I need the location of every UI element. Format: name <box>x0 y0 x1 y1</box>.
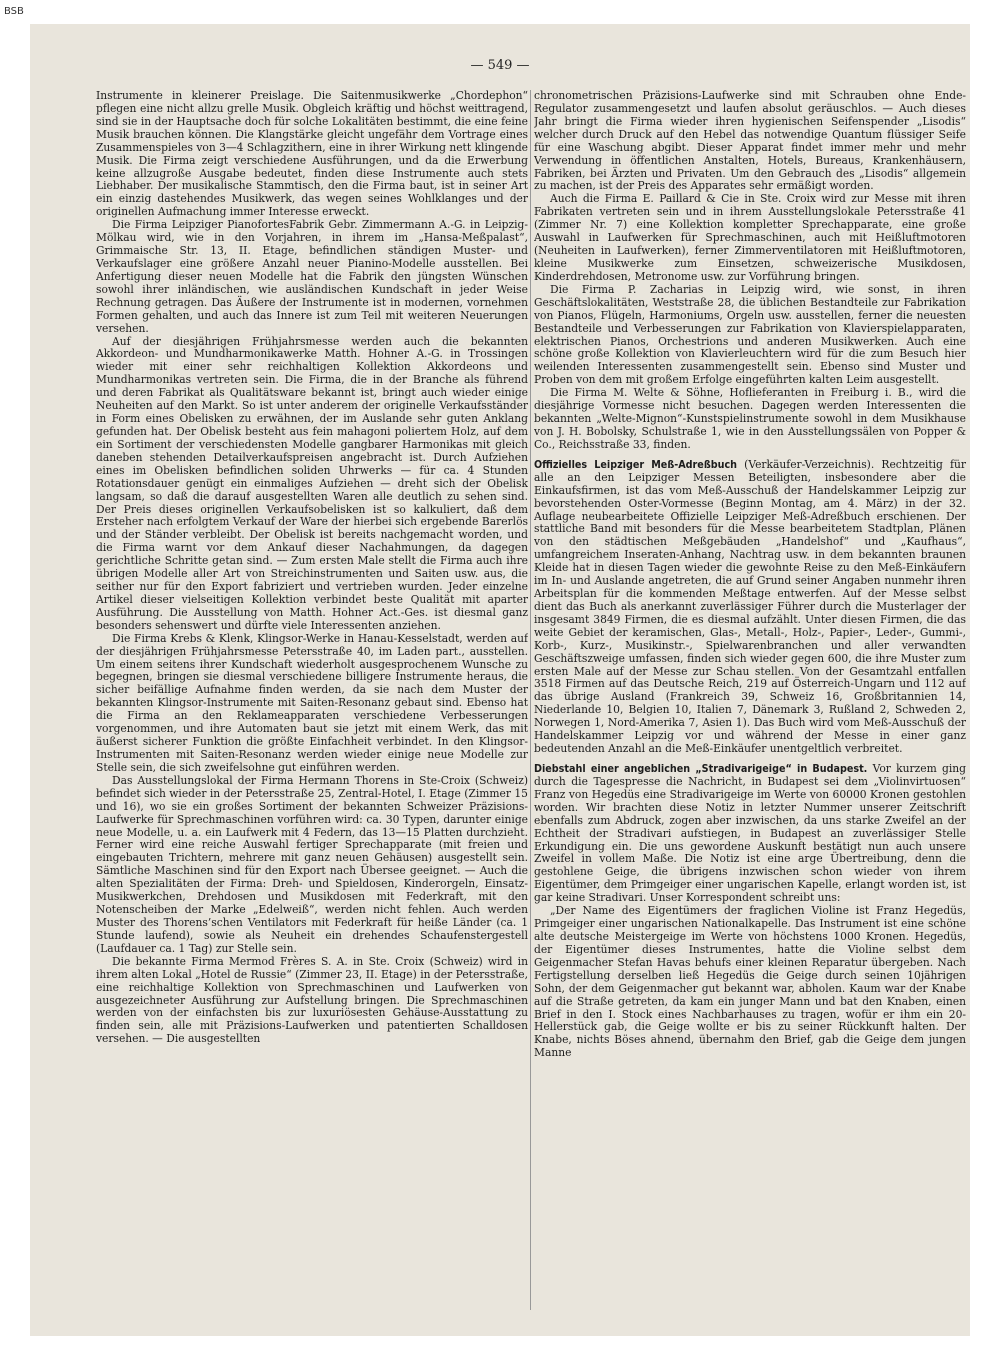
paragraph: Die Firma P. Zacharias in Leipzig wird, wie sonst, in ihren Geschäftslokalitäten, Weststraße 28, die üblichen Bestandteile zur Fabrikation von Pianos, Flügeln, Harmoniums, Orgeln usw. ausstellen, ferner die neuesten Bestandteile und Verbesserungen zur Fabrikation von Klavierspielapparaten, elektrischen Pianos, Orchestrions und anderen Musikwerken. Auch eine schöne große Kollektion von Klavierleuchtern wird für die zum Besuch hier weilenden Interessenten zusammengestellt sein. Ebenso sind Muster und Proben von dem mit großem Erfolge eingeführten kalten Leim ausgestellt. <box>534 282 966 387</box>
headline-adressbuch: Offizielles Leipziger Meß-Adreßbuch <box>534 457 738 471</box>
newspaper-page <box>30 24 970 1336</box>
headline-stradivari: Diebstahl einer angeblichen „Stradivarigeige“ in Budapest. <box>534 762 868 776</box>
paragraph: Die Firma Leipziger PianofortesFabrik Gebr. Zimmermann A.-G. in Leipzig-Mölkau wird, wie in den Vorjahren, in ihrem im „Hansa-Meßpalast“, Grimmaische Str. 13, II. Etage, befindlichen ständigen Muster- und Verkaufslager eine größere Anzahl neuer Pianino-Modelle ausstellen. Bei Anfertigung dieser neuen Modelle hat die Fabrik den jüngsten Wünschen sowohl ihrer inländischen, wie ausländischen Kundschaft in jeder Weise Rechnung getragen. Das Äußere der Instrumente ist in modernen, vornehmen Formen gehalten, und auch das Innere ist zum Teil mit weiteren Neuerungen versehen. <box>96 218 528 335</box>
paragraph: Vor kurzem ging durch die Tagespresse die Nachricht, in Budapest sei dem „Violinvirtuosen“ Franz von Hegedüs eine Stradivarigeige im Werte von 60000 Kronen gestohlen worden. Wir brachten diese Notiz in letzter Nummer unserer Zeitschrift ebenfalls zum Abdruck, zogen aber inzwischen, da uns starke Zweifel an der Echtheit der Stradivari aufstiegen, in Budapest an zuverlässiger Stelle Erkundigung ein. Die uns gewordene Auskunft bestätigt nun auch unsere Zweifel in vollem Maße. Die Notiz ist eine arge Übertreibung, denn die gestohlene Geige, die übrigens inzwischen schon wieder von ihrem Eigentümer, dem Primgeiger einer ungarischen Kapelle, erlangt worden ist, ist gar keine Stradivari. Unser Korrespondent schreibt uns: <box>534 762 966 905</box>
paragraph: Instrumente in kleinerer Preislage. Die Saitenmusikwerke „Chordephon“ pflegen eine nicht allzu grelle Musik. Obgleich kräftig und höchst weittragend, sind sie in der Hauptsache doch für solche Lokalitäten bestimmt, die eine feine Musik brauchen können. Die Klangstärke gleicht ungefähr dem Vortrage eines Zusammenspieles von 3—4 Schlagzithern, eine in ihrer Wirkung nett klingende Musik. Die Firma zeigt verschiedene Ausführungen, und da die Erwerbung keine allzugroße Ausgabe bedeutet, finden diese Instrumente auch stets Liebhaber. Der musikalische Stammtisch, den die Firma baut, ist in seiner Art ein einzig dastehendes Musikwerk, das wegen seines Wohlklanges und der originellen Aufmachung immer Interesse erweckt. <box>96 90 528 219</box>
paragraph: Die bekannte Firma Mermod Frères S. A. in Ste. Croix (Schweiz) wird in ihrem alten Lokal „Hotel de Russie“ (Zimmer 23, II. Etage) in der Petersstraße, eine reichhaltige Kollektion von Sprechmaschinen und Laufwerken von ausgezeichneter Ausführung zur Aufstellung bringen. Die Sprechmaschinen werden von der einfachsten bis zur luxuriösesten Gehäuse-Ausstattung zu finden sein, alle mit Präzisions-Laufwerken und patentierten Schalldosen versehen. — Die ausgestellten <box>96 954 528 1046</box>
paragraph: „Der Name des Eigentümers der fraglichen Violine ist Franz Hegedüs, Primgeiger einer ungarischen Nationalkapelle. Das Instrument ist eine schöne alte deutsche Meistergeige im Werte von höchstens 1000 Kronen. Hegedüs, der Eigentümer dieses Instrumentes, hatte die Violine selbst dem Geigenmacher Stefan Havas behufs einer kleinen Reparatur übergeben. Nach Fertigstellung derselben ließ Hegedüs die Geige durch seinen 10jährigen Sohn, der dem Geigenmacher gut bekannt war, abholen. Kaum war der Knabe auf die Straße getreten, da kam ein junger Mann und bat den Knaben, einen Brief in den I. Stock eines Nachbarhauses zu tragen, wofür er ihm ein 20-Hellerstück gab, die Geige wollte er bis zu seiner Rückkunft halten. Der Knabe, nichts Böses ahnend, übernahm den Brief, gab die Geige dem jungen Manne <box>534 904 966 1060</box>
left-column <box>96 90 528 1310</box>
right-column <box>534 90 966 1310</box>
paragraph: (Verkäufer-Verzeichnis). Rechtzeitig für alle an den Leipziger Messen Beteiligten, insbesondere aber die Einkaufsfirmen, ist das vom Meß-Ausschuß der Handelskammer Leipzig zur bevorstehenden Oster-Vormesse (Beginn Montag, am 4. März) in der 32. Auflage neubearbeitete Offizielle Leipziger Meß-Adreßbuch erschienen. Der stattliche Band mit besonders für die Messe bearbeitetem Stadtplan, Plänen von den städtischen Meßgebäuden „Handelshof“ und „Kaufhaus“, umfangreichem Inseraten-Anhang, Nachtrag usw. in dem bekannten braunen Kleide hat in diesen Tagen wieder die gewohnte Reise zu den Meß-Einkäufern im In- und Auslande angetreten, die auf Grund seiner Angaben nunmehr ihren Arbeitsplan für die kommenden Meßtage entwerfen. Auf der Messe selbst dient das Buch als anerkannt zuverlässiger Führer durch die Musterlager der insgesamt 3849 Firmen, die es diesmal aufzählt. Unter diesen Firmen, die das weite Gebiet der keramischen, Glas-, Metall-, Holz-, Papier-, Leder-, Gummi-, Korb-, Kurz-, Musikinstr.-, Spielwarenbranchen und aller verwandten Geschäftszweige umfassen, finden sich wieder gegen 600, die ihre Muster zum ersten Male auf der Messe zur Schau stellen. Von der Gesamtzahl entfallen 3518 Firmen auf das Deutsche Reich, 219 auf Österreich-Ungarn und 112 auf das übrige Ausland (Frankreich 39, Schweiz 16, Großbritannien 14, Niederlande 10, Belgien 10, Italien 7, Dänemark 3, Rußland 2, Schweden 2, Norwegen 1, Nord-Amerika 7, Asien 1). Das Buch wird vom Meß-Ausschuß der Handelskammer Leipzig vor und während der Messe in einer ganz bedeutenden Anzahl an die Meß-Einkäufer unentgeltlich verbreitet. <box>534 457 966 756</box>
paragraph: Auf der diesjährigen Frühjahrsmesse werden auch die bekannten Akkordeon- und Mundharmonikawerke Matth. Hohner A.-G. in Trossingen wieder mit einer sehr reichhaltigen Kollektion Akkordeons und Mundharmonikas vertreten sein. Die Firma, die in der Branche als führend und deren Fabrikat als Qualitätsware bekannt ist, bringt auch wieder einige Neuheiten auf den Markt. So ist unter anderem der originelle Verkaufsständer in Form eines Obelisken zu erwähnen, der im Auslande sehr guten Anklang gefunden hat. Der Obelisk besteht aus fein mahagoni poliertem Holz, auf dem ein Sortiment der verschiedensten Modelle gangbarer Harmonikas mit gleich daneben stehenden Detailverkaufspreisen angebracht ist. Durch Aufziehen eines im Obelisken befindlichen soliden Uhrwerks — für ca. 4 Stunden Rotationsdauer genügt ein einmaliges Aufziehen — dreht sich der Obelisk langsam, so daß die darauf ausgestellten Waren alle deutlich zu sehen sind. Der Preis dieses originellen Verkaufsobelisken ist so kalkuliert, daß dem Ersteher nach erfolgtem Verkauf der Ware der hierbei sich ergebende Barerlös und der Ständer verbleibt. Der Obelisk ist bereits nachgemacht worden, und die Firma warnt vor dem Ankauf dieser Nachahmungen, da dagegen gerichtliche Schritte getan sind. — Zum ersten Male stellt die Firma auch ihre übrigen Modelle aller Art von Streichinstrumenten und Saiten usw. aus, die seither nur für den Export fabriziert und vertrieben wurden. Jeder einzelne Artikel dieser vielseitigen Kollektion verbindet beste Qualität mit aparter Ausführung. Die Ausstellung von Matth. Hohner Act.-Ges. ist diesmal ganz besonders sehenswert und dürfte viele Interessenten anziehen. <box>96 334 528 632</box>
page-number: — 549 — <box>470 58 530 73</box>
paragraph: Die Firma Krebs & Klenk, Klingsor-Werke in Hanau-Kesselstadt, werden auf der diesjährigen Frühjahrsmesse Petersstraße 40, im Laden part., ausstellen. Um einem seitens ihrer Kundschaft wiederholt ausgesprochenem Wunsche zu begegnen, bringen sie diesmal verschiedene billigere Instrumente heraus, die sicher beifällige Aufnahme finden werden, da sie nach dem Muster der bekannten Klingsor-Instrumente mit Saiten-Resonanz gebaut sind. Ebenso hat die Firma an den Reklameapparaten verschiedene Verbesserungen vorgenommen, und ihre Automaten baut sie jetzt mit einem Werk, das mit äußerst sicherer Funktion die größte Einfachheit verbindet. In den Klingsor-Instrumenten mit Saiten-Resonanz werden wieder einige neue Modelle zur Stelle sein, die sich zweifelsohne gut einführen werden. <box>96 631 528 774</box>
paragraph: chronometrischen Präzisions-Laufwerke sind mit Schrauben ohne Ende-Regulator zusammengesetzt und laufen absolut geräuschlos. — Auch dieses Jahr bringt die Firma wieder ihren hygienischen Seifenspender „Lisodis“ welcher durch Druck auf den Hebel das notwendige Quantum flüssiger Seife für eine Waschung abgibt. Dieser Apparat findet immer mehr und mehr Verwendung in öffentlichen Anstalten, Hotels, Bureaus, Krankenhäusern, Fabriken, bei Ärzten und Privaten. Um den Gebrauch des „Lisodis“ allgemein zu machen, ist der Preis des Apparates sehr ermäßigt worden. <box>534 90 966 193</box>
paragraph: Das Ausstellungslokal der Firma Hermann Thorens in Ste-Croix (Schweiz) befindet sich wieder in der Petersstraße 25, Zentral-Hotel, I. Etage (Zimmer 15 und 16), wo sie ein großes Sortiment der bekannten Schweizer Präzisions-Laufwerke für Sprechmaschinen vorführen wird: ca. 30 Typen, darunter einige neue Modelle, u. a. ein Laufwerk mit 4 Federn, das 13—15 Platten durchzieht. Ferner wird eine reiche Auswahl fertiger Sprechapparate (mit freien und eingebauten Trichtern, mehrere mit ganz neuen Gehäusen) ausgestellt sein. Sämtliche Maschinen sind für den Export nach Übersee geeignet. — Auch die alten Spezialitäten der Firma: Dreh- und Spieldosen, Kinderorgeln, Einsatz-Musikwerkchen, Drehdosen und Musikdosen mit Federkraft, mit den Notenscheiben der Marke „Edelweiß“, werden nicht fehlen. Auch werden Muster des Thorens’schen Ventilators mit Federkraft für heiße Länder (ca. 1 Stunde laufend), sowie als Neuheit ein drehendes Schaufenstergestell (Laufdauer ca. 1 Tag) zur Stelle sein. <box>96 773 528 955</box>
paragraph: Auch die Firma E. Paillard & Cie in Ste. Croix wird zur Messe mit ihren Fabrikaten vertreten sein und in ihrem Ausstellungslokale Petersstraße 41 (Zimmer Nr. 7) eine Kollektion kompletter Sprechapparate, eine große Auswahl in Laufwerken für Sprechmaschinen, auch mit Heißluftmotoren (Neuheiten in Laufwerken), ferner Zimmerventilatoren mit Heißluftmotoren, kleine Musikwerke zum Einsetzen, schweizerische Musikdosen, Kinderdrehdosen, Metronome usw. zur Vorführung bringen. <box>534 192 966 283</box>
page-corner-label: BSB <box>4 6 24 17</box>
column-divider <box>530 90 531 1310</box>
paragraph: Die Firma M. Welte & Söhne, Hoflieferanten in Freiburg i. B., wird die diesjährige Vormesse nicht besuchen. Dagegen werden Interessenten die bekannten „Welte-Mignon“-Kunstspielinstrumente sowohl in dem Musikhause von J. H. Bobolsky, Schulstraße 1, wie in den Ausstellungssälen von Popper & Co., Reichsstraße 33, finden. <box>534 386 966 451</box>
